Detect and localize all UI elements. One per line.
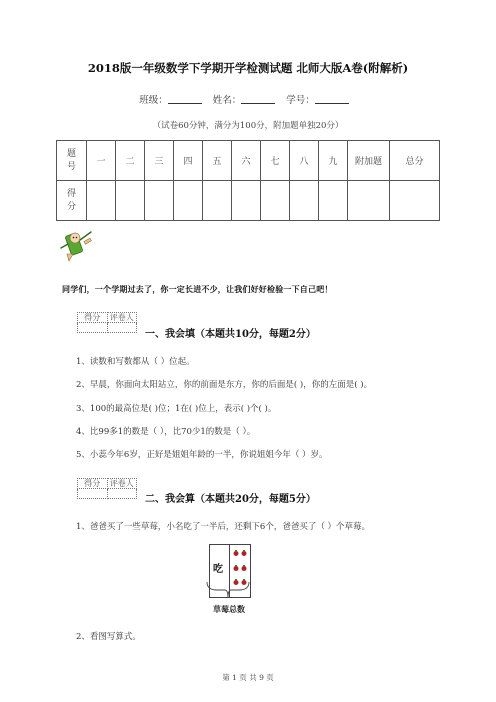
- class-blank[interactable]: [168, 93, 202, 104]
- header-cell: 附加题: [348, 141, 390, 181]
- section1-title: 一、我会填（本题共10分，每题2分）: [145, 329, 316, 340]
- question-1-3: 3、100的最高位是( )位；1在( )位上，表示( )个( )。: [76, 404, 277, 414]
- score-cell[interactable]: [390, 181, 440, 221]
- header-cell: 三: [145, 141, 174, 181]
- header-cell: 九: [319, 141, 348, 181]
- question-1-5: 5、小蕊今年6岁，正好是姐姐年龄的一半，你说姐姐今年（ ）岁。: [76, 450, 328, 460]
- header-cell: 五: [203, 141, 232, 181]
- question-1-1: 1、读数和写数都从（ ）位起。: [76, 357, 195, 367]
- scorebox-blank[interactable]: [107, 323, 137, 333]
- brace-icon: [205, 580, 251, 602]
- score-table: [56, 140, 440, 221]
- scorebox-blank[interactable]: [78, 323, 108, 333]
- eat-label: 吃: [213, 564, 223, 575]
- score-cell[interactable]: [203, 181, 232, 221]
- id-blank[interactable]: [315, 93, 349, 104]
- greeting-text: 同学们，一个学期过去了，你一定长进不少，让我们好好检验一下自己吧！: [62, 284, 333, 294]
- header-cell: 总分: [390, 141, 440, 181]
- scorebox-defen: 得分: [78, 313, 108, 323]
- scorebox-blank[interactable]: [107, 489, 137, 499]
- header-cell: 二: [116, 141, 145, 181]
- header-cell: 八: [290, 141, 319, 181]
- scorebox-pingjuanren: 评卷人: [107, 313, 137, 323]
- score-cell[interactable]: [116, 181, 145, 221]
- question-1-4: 4、比99多1的数是（ ），比70少1的数是（ ）。: [76, 427, 256, 437]
- scorebox-defen: 得分: [78, 479, 108, 489]
- score-cell[interactable]: [290, 181, 319, 221]
- score-cell[interactable]: [319, 181, 348, 221]
- exam-note: （试卷60分钟，满分为100分，附加题单独20分）: [152, 121, 344, 131]
- section2-title: 二、我会算（本题共20分，每题5分）: [145, 494, 316, 505]
- question-2-1: 1、爸爸买了一些草莓，小名吃了一半后，还剩下6个，爸爸买了（ ）个草莓。: [76, 522, 371, 532]
- student-info-line: [0, 92, 496, 106]
- score-cell[interactable]: [145, 181, 174, 221]
- strawberry-icon: [241, 565, 247, 571]
- page-footer: 第 1 页 共 9 页: [222, 673, 274, 682]
- page-title: 2018版一年级数学下学期开学检测试题 北师大版A卷(附解析): [87, 61, 409, 75]
- header-cell: 六: [232, 141, 261, 181]
- header-cell: 一: [87, 141, 116, 181]
- score-table-header-row: [57, 141, 440, 181]
- score-cell[interactable]: [348, 181, 390, 221]
- scorebox-pingjuanren: 评卷人: [107, 479, 137, 489]
- question-1-2: 2、早晨，你面向太阳站立，你的前面是东方，你的后面是( )，你的左面是( )。: [76, 380, 373, 390]
- pencil-mascot-icon: [58, 228, 94, 262]
- score-cell[interactable]: [232, 181, 261, 221]
- score-cell[interactable]: [174, 181, 203, 221]
- strawberry-icon: [233, 565, 239, 571]
- class-label: 班级：: [139, 95, 168, 106]
- name-label: 姓名：: [212, 95, 242, 106]
- score-cell[interactable]: [87, 181, 116, 221]
- name-blank[interactable]: [241, 93, 275, 104]
- header-cell: 七: [261, 141, 290, 181]
- score-cell[interactable]: [261, 181, 290, 221]
- question-2-2: 2、看图写算式。: [76, 632, 141, 642]
- header-cell-tihao: 题号: [57, 141, 87, 181]
- scorebox-blank[interactable]: [78, 489, 108, 499]
- score-label-cell: 得分: [57, 181, 87, 221]
- section2-scorebox: [77, 478, 137, 499]
- strawberry-icon: [233, 550, 239, 556]
- strawberry-icon: [241, 550, 247, 556]
- id-label: 学号：: [286, 95, 315, 106]
- section1-scorebox: [77, 312, 137, 333]
- score-table-score-row: [57, 181, 440, 221]
- figure-caption: 草莓总数: [213, 604, 245, 614]
- header-cell: 四: [174, 141, 203, 181]
